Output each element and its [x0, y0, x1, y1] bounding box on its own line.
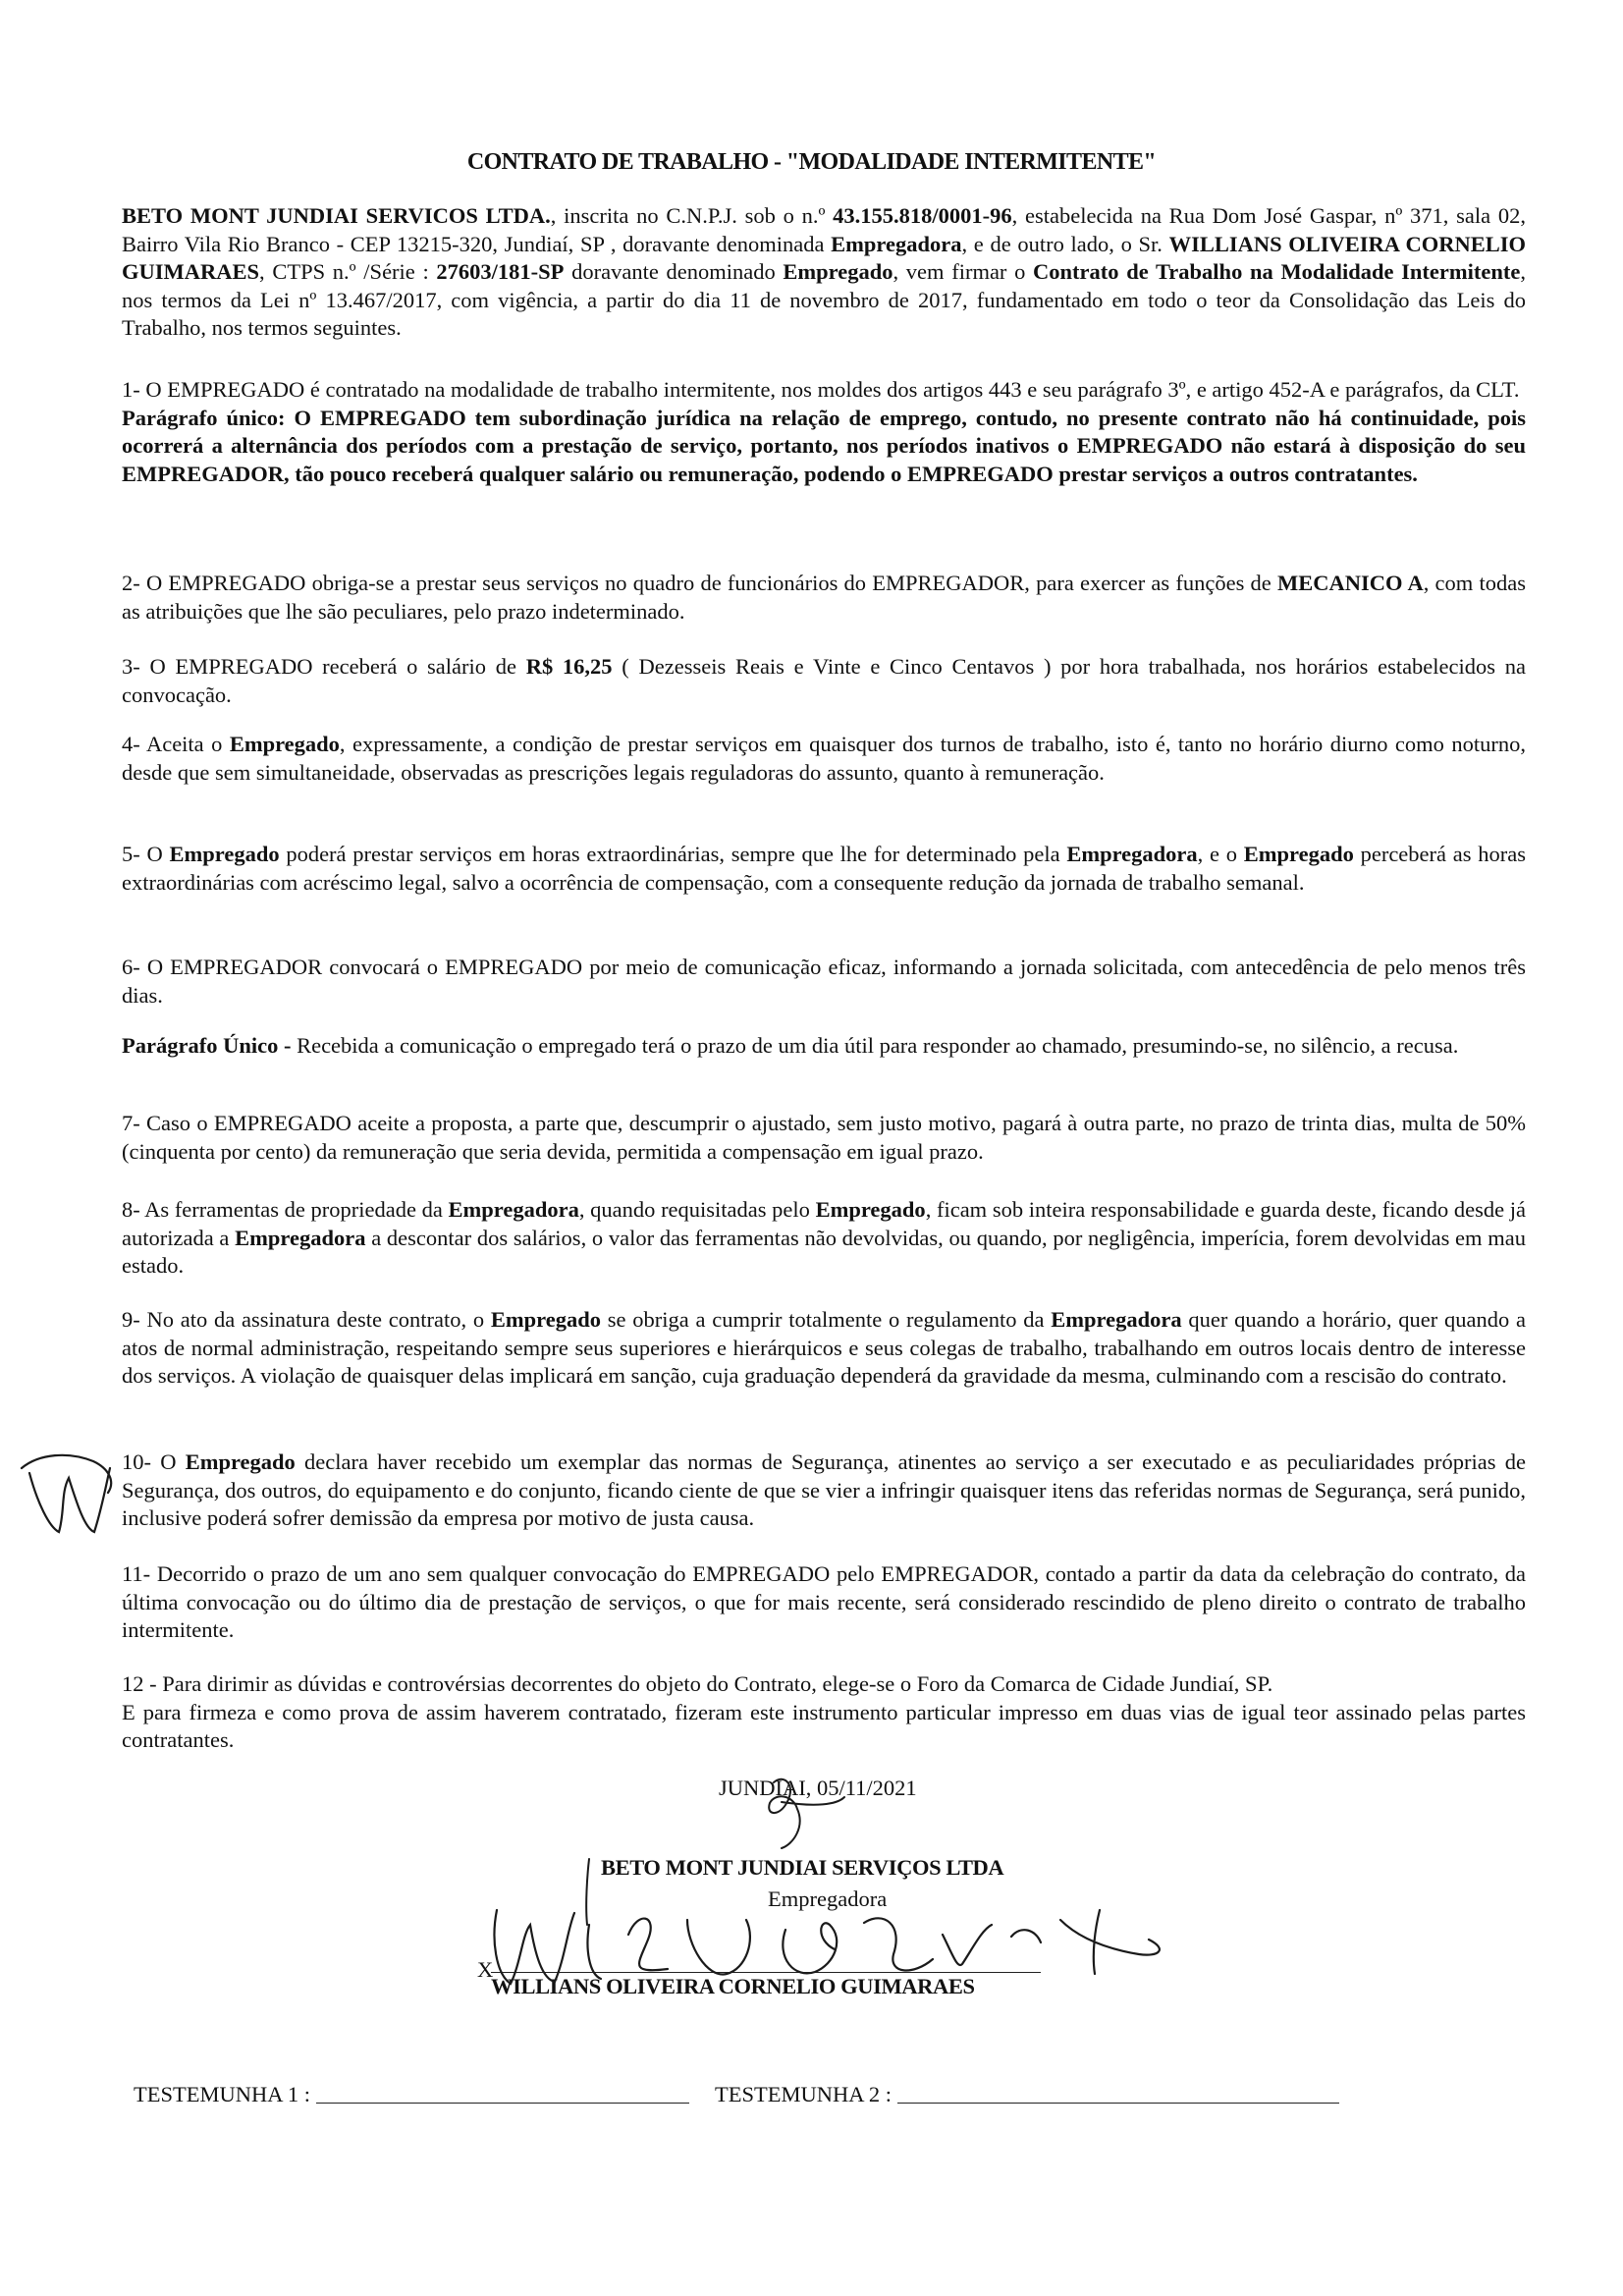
clause-9: 9- No ato da assinatura deste contrato, o Empregado se obriga a cumprir totalmente o regulamento da Empregadora quer quando a horário, quer quando a atos de normal administração, respeitando sempre seus superiores e hierárquicos e seus colegas de trabalho, trabalhando em outros locais dentro de interesse dos serviços. A violação de quaisquer delas implicará em sanção, cuja graduação dependerá da gravidade da mesma, culminando com a rescisão do contrato. — [122, 1307, 1526, 1388]
clause-12: 12 - Para dirimir as dúvidas e controvérsias decorrentes do objeto do Contrato, elege-se o Foro da Comarca de Cidade Jundiaí, SP. E para firmeza e como prova de assim haverem contratado, fizeram este instrumento particular impresso em duas vias de igual teor assinado pelas partes contratantes. — [122, 1670, 1526, 1755]
clause-10: 10- O Empregado declara haver recebido um exemplar das normas de Segurança, atinentes ao serviço a ser executado e as peculiaridades próprias de Segurança, dos outros, do equipamento e do conjunto, ficando ciente de que se vier a infringir quaisquer itens das referidas normas de Segurança, será punido, inclusive poderá sofrer demissão da empresa por motivo de justa causa. — [122, 1449, 1526, 1530]
witness-1-label: TESTEMUNHA 1 : — [134, 2082, 310, 2106]
preamble: BETO MONT JUNDIAI SERVICOS LTDA., inscrita no C.N.P.J. sob o n.º 43.155.818/0001-96, estabelecida na Rua Dom José Gaspar, nº 371, sala 02, Bairro Vila Rio Branco - CEP 13215-320, Jundiaí, SP , doravante denominada Empregadora, e de outro lado, o Sr. WILLIANS OLIVEIRA CORNELIO GUIMARAES, CTPS n.º /Série : 27603/181-SP doravante denominado Empregado, vem firmar o Contrato de Trabalho na Modalidade Intermitente, nos termos da Lei nº 13.467/2017, com vigência, a partir do dia 11 de novembro de 2017, fundamentado em todo o teor da Consolidação das Leis do Trabalho, nos termos seguintes. — [122, 203, 1527, 340]
place-and-date: JUNDIAI, 05/11/2021 — [719, 1776, 917, 1800]
clause-1-text: 1- O EMPREGADO é contratado na modalidade de trabalho intermitente, nos moldes dos artigos 443 e seu parágrafo 3º, e artigo 452-A e parágrafos, da CLT. — [122, 377, 1520, 402]
clause-6-paragrafo-unico: Parágrafo Único - Recebida a comunicação o empregado terá o prazo de um dia útil para responder ao chamado, presumindo-se, no silêncio, a recusa. — [122, 1033, 1459, 1058]
clause-7: 7- Caso o EMPREGADO aceite a proposta, a parte que, descumprir o ajustado, sem justo motivo, pagará à outra parte, no prazo de trinta dias, multa de 50% (cinquenta por cento) da remuneração que seria devida, permitida a compensação em igual prazo. — [122, 1111, 1526, 1164]
clause-5: 5- O Empregado poderá prestar serviços em horas extraordinárias, sempre que lhe for determinado pela Empregadora, e o Empregado perceberá as horas extraordinárias com acréscimo legal, salvo a ocorrência de compensação, com a consequente redução da jornada de trabalho semanal. — [122, 842, 1526, 895]
clause-11: 11- Decorrido o prazo de um ano sem qualquer convocação do EMPREGADO pelo EMPREGADOR, contado a partir da data da celebração do contrato, da última convocação ou do último dia de prestação de serviços, o que for mais recente, será considerado rescindido de pleno direito o contrato de trabalho intermitente. — [122, 1561, 1526, 1642]
clause-3: 3- O EMPREGADO receberá o salário de R$ 16,25 ( Dezesseis Reais e Vinte e Cinco Centavos ) por hora trabalhada, nos horários estabelecidos na convocação. — [122, 654, 1526, 707]
contract-type: Contrato de Trabalho na Modalidade Intermitente — [1033, 259, 1521, 284]
witness-2-label: TESTEMUNHA 2 : — [715, 2082, 892, 2106]
hourly-salary: R$ 16,25 — [525, 654, 613, 679]
document-title: CONTRATO DE TRABALHO - "MODALIDADE INTERMITENTE" — [466, 149, 1157, 175]
clause-2: 2- O EMPREGADO obriga-se a prestar seus serviços no quadro de funcionários do EMPREGADOR, para exercer as funções de MECANICO A, com todas as atribuições que lhe são peculiares, pelo prazo indeterminado. — [122, 571, 1526, 624]
clause-8: 8- As ferramentas de propriedade da Empregadora, quando requisitadas pelo Empregado, ficam sob inteira responsabilidade e guarda deste, ficando desde já autorizada a Empregadora a descontar dos salários, o valor das ferramentas não devolvidas, ou quando, por negligência, imperícia, forem devolvidas em mau estado. — [122, 1197, 1527, 1278]
company-name: BETO MONT JUNDIAI SERVICOS LTDA. — [122, 203, 551, 228]
closing-statement: E para firmeza e como prova de assim haverem contratado, fizeram este instrumento particular impresso em duas vias de igual teor assinado pelas partes contratantes. — [122, 1699, 1526, 1752]
employee-name: WILLIANS OLIVEIRA CORNELIO GUIMARAES — [122, 231, 1526, 284]
company-role: Empregadora — [768, 1886, 888, 1911]
company-signatory: BETO MONT JUNDIAI SERVIÇOS LTDA — [601, 1855, 1004, 1880]
employee-signatory: WILLIANS OLIVEIRA CORNELIO GUIMARAES — [491, 1974, 975, 1998]
clause-1-paragrafo-unico: Parágrafo único: O EMPREGADO tem subordinação jurídica na relação de emprego, contudo, no presente contrato não há continuidade, pois ocorrerá a alternância dos períodos com a prestação de serviço, portanto, nos períodos inativos o EMPREGADO não estará à disposição do seu EMPREGADOR, tão pouco receberá qualquer salário ou remuneração, podendo o EMPREGADO prestar serviços a outros contratantes. — [122, 405, 1526, 486]
clause-4: 4- Aceita o Empregado, expressamente, a condição de prestar serviços em quaisquer dos turnos de trabalho, isto é, tanto no horário diurno como noturno, desde que sem simultaneidade, observadas as prescrições legais reguladoras do assunto, quanto à remuneração. — [122, 732, 1526, 785]
clause-6-text: 6- O EMPREGADOR convocará o EMPREGADO por meio de comunicação eficaz, informando a jornada solicitada, com antecedência de pelo menos três dias. — [122, 955, 1526, 1008]
job-role: MECANICO A — [1277, 571, 1424, 595]
ctps-number: 27603/181-SP — [436, 259, 565, 284]
cnpj-number: 43.155.818/0001-96 — [833, 203, 1012, 228]
employee-mark: X — [477, 1957, 494, 1982]
